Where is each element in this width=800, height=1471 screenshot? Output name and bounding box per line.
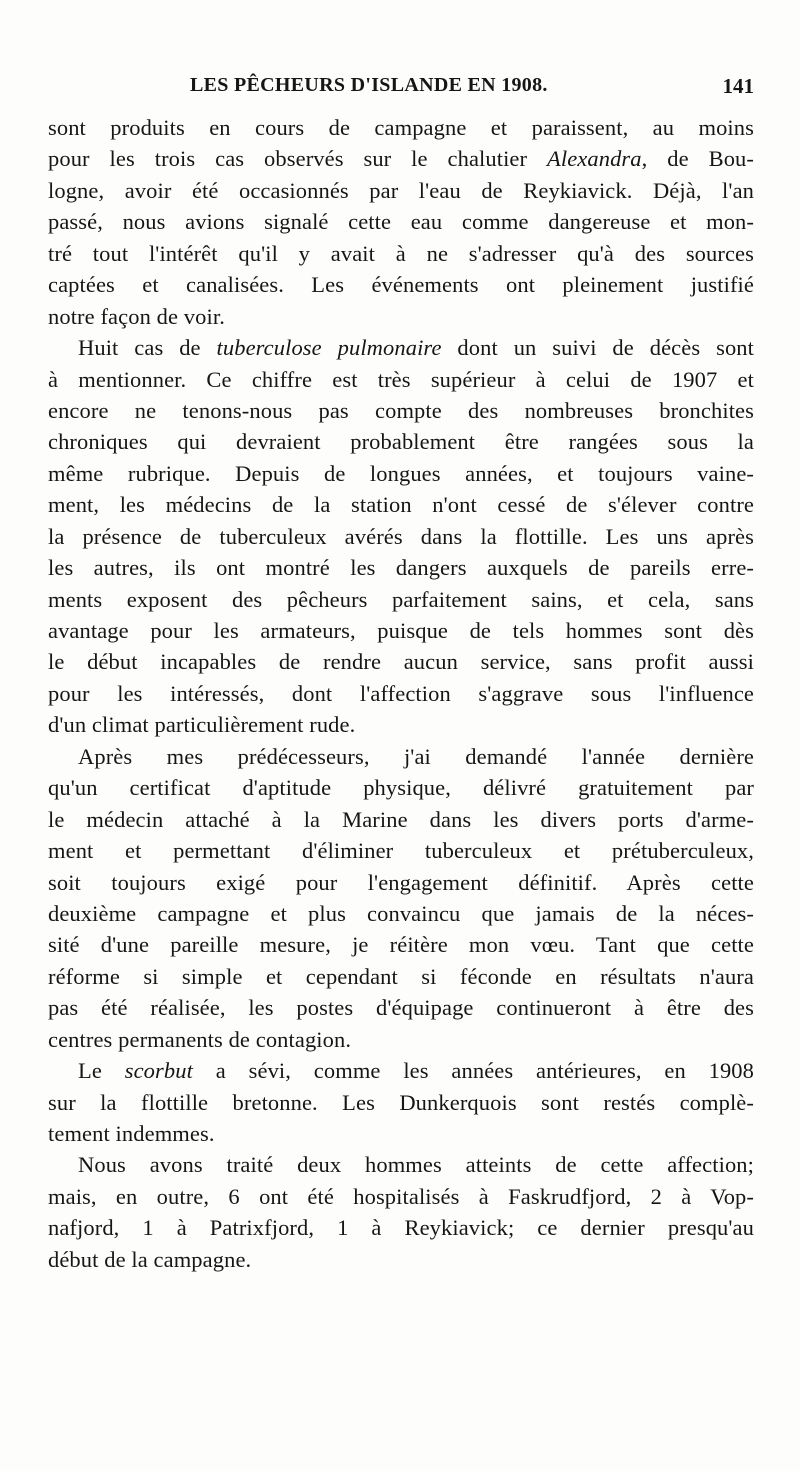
running-title: LES PÊCHEURS D'ISLANDE EN 1908. — [190, 74, 548, 96]
text-line — [48, 1181, 754, 1212]
text-line — [48, 395, 754, 426]
text-segment: tré tout l'intérêt qu'il y avait à ne s'adresser qu'à des sources — [48, 240, 754, 266]
text-line — [48, 1212, 754, 1243]
text-line — [48, 489, 754, 520]
text-line — [48, 835, 754, 866]
text-line — [48, 301, 754, 332]
italic-term: tuberculose pulmonaire — [216, 335, 442, 361]
text-line — [48, 364, 754, 395]
text-line — [48, 709, 754, 740]
text-segment: notre façon de voir. — [48, 303, 225, 329]
text-segment: même rubrique. Depuis de longues années, et toujours vaine- — [48, 460, 754, 486]
text-line — [48, 458, 754, 489]
text-segment: début de la campagne. — [48, 1246, 252, 1272]
text-segment: d'un climat particulièrement rude. — [48, 712, 356, 738]
italic-term: Alexandra — [547, 146, 642, 172]
text-segment: sité d'une pareille mesure, je réitère mon vœu. Tant que cette — [48, 932, 754, 958]
text-segment: deuxième campagne et plus convaincu que jamais de la néces- — [48, 900, 754, 926]
text-segment: nafjord, 1 à Patrixfjord, 1 à Reykiavick; ce dernier presqu'au — [48, 1215, 754, 1241]
text-segment: à mentionner. Ce chiffre est très supérieur à celui de 1907 et — [48, 366, 754, 392]
text-segment: pour les trois cas observés sur le chalutier — [48, 146, 548, 172]
text-line — [48, 1118, 754, 1149]
text-segment: avantage pour les armateurs, puisque de tels hommes sont dès — [48, 618, 754, 643]
text-segment: logne, avoir été occasionnés par l'eau de Reykiavick. Déjà, l'an — [48, 177, 754, 203]
text-line — [48, 426, 754, 457]
text-segment: ment et permettant d'éliminer tuberculeux et prétuberculeux, — [48, 838, 754, 864]
text-line — [48, 1244, 754, 1275]
text-segment: sont produits en cours de campagne et paraissent, au moins — [48, 115, 754, 140]
text-segment: captées et canalisées. Les événements ont pleinement justifié — [48, 272, 754, 298]
text-segment: la présence de tuberculeux avérés dans la flottille. Les uns après — [48, 523, 754, 549]
text-segment: a sévi, comme les années antérieures, en 1908 — [192, 1058, 754, 1084]
body-text — [48, 112, 754, 1275]
text-line — [48, 615, 754, 646]
text-line — [48, 1024, 754, 1055]
text-line — [48, 1087, 754, 1118]
text-segment: , de Bou- — [641, 146, 754, 172]
text-line — [48, 772, 754, 803]
text-line — [48, 332, 754, 363]
text-line — [48, 804, 754, 835]
text-segment: réforme si simple et cependant si féconde en résultats n'aura — [48, 963, 754, 989]
text-line — [48, 112, 754, 143]
text-line — [48, 521, 754, 552]
text-segment: Nous avons traité deux hommes atteints de cette affection; — [78, 1152, 754, 1178]
text-line — [48, 961, 754, 992]
text-line — [48, 646, 754, 677]
text-segment: encore ne tenons-nous pas compte des nombreuses bronchites — [48, 397, 754, 423]
text-line — [48, 238, 754, 269]
text-segment: pour les intéressés, dont l'affection s'aggrave sous l'influence — [48, 680, 754, 706]
text-line — [48, 992, 754, 1023]
text-line — [48, 175, 754, 206]
text-line — [48, 1055, 754, 1086]
text-segment: mais, en outre, 6 ont été hospitalisés à Faskrudfjord, 2 à Vop- — [48, 1183, 754, 1209]
text-segment: soit toujours exigé pour l'engagement définitif. Après cette — [48, 869, 754, 895]
text-segment: les autres, ils ont montré les dangers auxquels de pareils erre- — [48, 555, 754, 581]
text-segment: dont un suivi de décès sont — [441, 335, 754, 361]
text-segment: passé, nous avions signalé cette eau comme dangereuse et mon- — [48, 209, 754, 235]
text-segment: ments exposent des pêcheurs parfaitement sains, et cela, sans — [48, 586, 754, 612]
text-line — [48, 741, 754, 772]
text-segment: chroniques qui devraient probablement être rangées sous la — [48, 429, 754, 455]
text-line — [48, 269, 754, 300]
text-line — [48, 143, 754, 174]
text-line — [48, 1149, 754, 1180]
text-line — [48, 898, 754, 929]
text-segment: ment, les médecins de la station n'ont cessé de s'élever contre — [48, 492, 754, 518]
text-segment: tement indemmes. — [48, 1121, 215, 1146]
text-segment: le début incapables de rendre aucun service, sans profit aussi — [48, 649, 754, 675]
text-line — [48, 206, 754, 237]
text-line — [48, 584, 754, 615]
text-line — [48, 929, 754, 960]
text-segment: sur la flottille bretonne. Les Dunkerquois sont restés complè- — [48, 1089, 754, 1115]
text-segment: Le — [78, 1058, 125, 1084]
text-line — [48, 678, 754, 709]
page-header — [48, 74, 754, 108]
text-line — [48, 867, 754, 898]
page-number: 141 — [722, 74, 754, 98]
text-segment: pas été réalisée, les postes d'équipage continueront à être des — [48, 995, 754, 1021]
text-segment: Huit cas de — [78, 335, 217, 361]
text-segment: qu'un certificat d'aptitude physique, délivré gratuitement par — [48, 775, 754, 801]
text-segment: centres permanents de contagion. — [48, 1026, 352, 1052]
italic-term: scorbut — [124, 1058, 193, 1084]
text-line — [48, 552, 754, 583]
text-segment: le médecin attaché à la Marine dans les divers ports d'arme- — [48, 806, 754, 832]
text-segment: Après mes prédécesseurs, j'ai demandé l'année dernière — [78, 743, 754, 769]
